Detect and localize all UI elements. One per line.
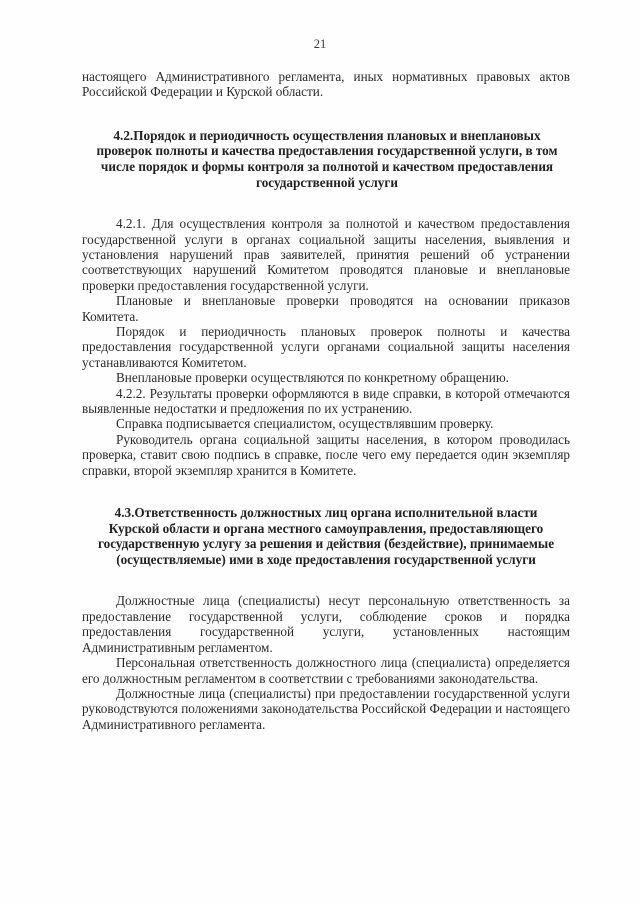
page-number: 21 <box>313 37 327 51</box>
section-4-2-paragraph: Плановые и внеплановые проверки проводятся на основании приказов Комитета. <box>82 293 570 324</box>
intro-paragraph: настоящего Административного регламента, иных нормативных правовых актов Российской Федерации и Курской области. <box>82 69 570 100</box>
section-4-3-paragraph: Персональная ответственность должностного лица (специалиста) определяется его должностным регламентом в соответствии с требованиями законодательства. <box>82 655 570 686</box>
section-4-3-heading: 4.3.Ответственность должностных лиц органа исполнительной власти Курской области и органа местного самоуправления, предоставляющего государственную услугу за решения и действия (бездействие), принимаемые (осуществляемые) ими в ходе предоставления государственной услуги <box>97 505 555 567</box>
section-4-2-paragraph: 4.2.2. Результаты проверки оформляются в виде справки, в которой отмечаются выявленные недостатки и предложения по их устранению. <box>82 385 570 417</box>
document-body <box>82 69 570 732</box>
section-4-2-paragraph: 4.2.1. Для осуществления контроля за полнотой и качеством предоставления государственной услуги в органах социальной защиты населения, выявления и установления нарушений прав заявителей, принятия решений об устранении соответствующих нарушений Комитетом проводятся плановые и внеплановые проверки предоставления государственной услуги. <box>82 216 570 293</box>
section-4-2-paragraph: Порядок и периодичность плановых проверок полноты и качества предоставления государственной услуги органами социальной защиты населения устанавливаются Комитетом. <box>82 324 570 370</box>
section-4-3-paragraph: Должностные лица (специалисты) при предоставлении государственной услуги руководствуются положениями законодательства Российской Федерации и настоящего Административного регламента. <box>82 685 570 732</box>
section-4-2-heading: 4.2.Порядок и периодичность осуществления плановых и внеплановых проверок полноты и качества предоставления государственной услуги, в том числе порядок и формы контроля за полнотой и качеством предоставления государственной услуги <box>96 127 558 190</box>
section-4-3-paragraph: Должностные лица (специалисты) несут персональную ответственность за предоставление государственной услуги, соблюдение сроков и порядка предоставления государственной услуги, установленных настоящим Административным регламентом. <box>82 593 570 655</box>
section-4-2-paragraph: Внеплановые проверки осуществляются по конкретному обращению. <box>116 370 509 386</box>
section-4-2-paragraph: Справка подписывается специалистом, осуществлявшим проверку. <box>116 416 494 432</box>
section-4-2-paragraph: Руководитель органа социальной защиты населения, в котором проводилась проверка, ставит свою подпись в справке, после чего ему передается один экземпляр справки, второй экземпляр хранится в Комитете. <box>82 431 570 478</box>
